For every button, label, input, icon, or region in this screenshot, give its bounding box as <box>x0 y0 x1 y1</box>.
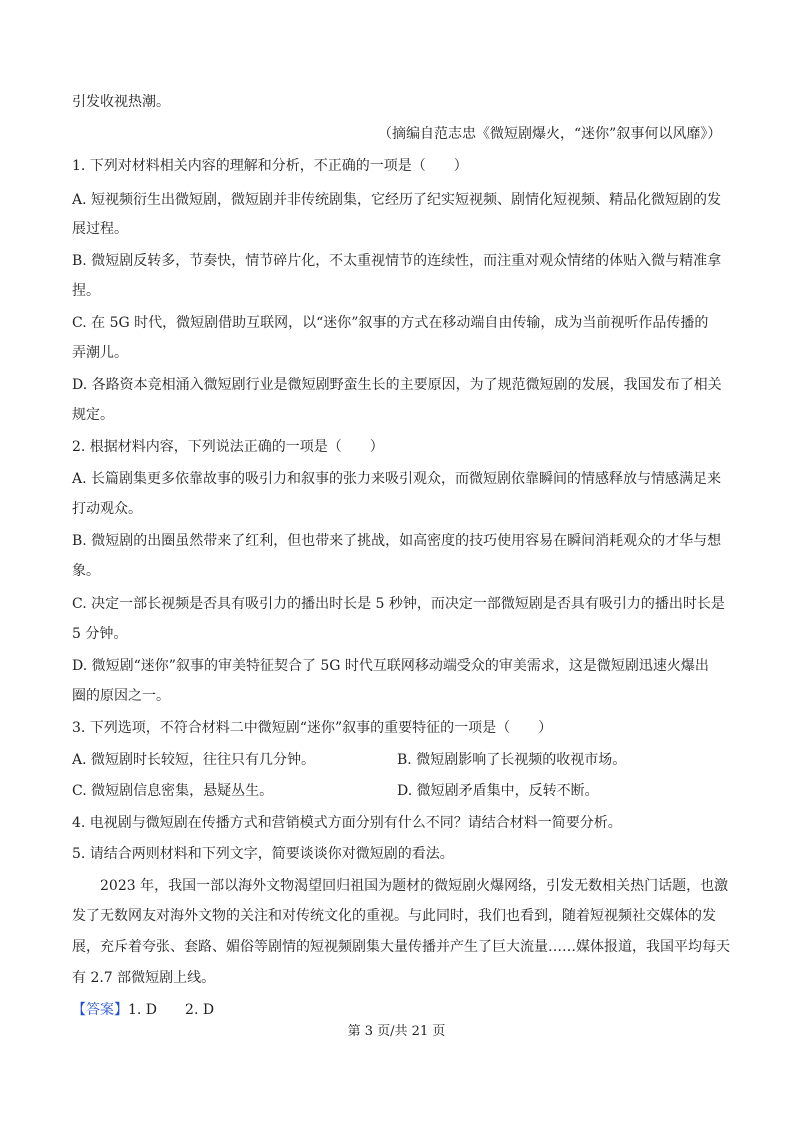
option-1d-cont: 规定。 <box>72 407 114 423</box>
option-2a-cont: 打动观众。 <box>72 501 142 517</box>
passage-line: 发了无数网友对海外文物的关注和对传统文化的重视。与此同时，我们也看到，随着短视频社交媒体的发 <box>72 908 716 924</box>
passage-line: 展，充斥着夸张、套路、媚俗等剧情的短视频剧集大量传播并产生了巨大流量……媒体报道，我国平均每天 <box>72 939 730 955</box>
option-2d: D. 微短剧“迷你”叙事的审美特征契合了 5G 时代互联网移动端受众的审美需求，这是微短剧迅速火爆出 <box>72 658 709 674</box>
option-1a: A. 短视频衍生出微短剧，微短剧并非传统剧集，它经历了纪实短视频、剧情化短视频、精品化微短剧的发 <box>72 192 722 208</box>
option-1b-cont: 捏。 <box>72 283 100 299</box>
option-1b: B. 微短剧反转多，节奏快，情节碎片化，不太重视情节的连续性，而注重对观众情绪的体贴入微与精准拿 <box>72 253 722 269</box>
option-2a: A. 长篇剧集更多依靠故事的吸引力和叙事的张力来吸引观众，而微短剧依靠瞬间的情感释放与情感满足来 <box>72 471 722 487</box>
page-footer: 第 3 页/共 21 页 <box>347 1024 446 1039</box>
answer-text: 1. D 2. D <box>128 1002 215 1018</box>
option-3d: D. 微短剧矛盾集中，反转不断。 <box>397 783 599 799</box>
option-3a: A. 微短剧时长较短，往往只有几分钟。 <box>72 752 316 768</box>
question-2: 2. 根据材料内容，下列说法正确的一项是（ ） <box>72 439 384 455</box>
option-1c: C. 在 5G 时代，微短剧借助互联网，以“迷你”叙事的方式在移动端自由传输，成为当前视听作品传播的 <box>72 315 709 331</box>
question-1: 1. 下列对材料相关内容的理解和分析，不正确的一项是（ ） <box>72 158 468 174</box>
answer-line <box>72 1000 214 1020</box>
option-1c-cont: 弄潮儿。 <box>72 345 128 361</box>
question-5: 5. 请结合两则材料和下列文字，简要谈谈你对微短剧的看法。 <box>72 846 454 862</box>
option-1d: D. 各路资本竞相涌入微短剧行业是微短剧野蛮生长的主要原因，为了规范微短剧的发展，我国发布了相关 <box>72 377 722 393</box>
text-line: 引发收视热潮。 <box>72 94 170 110</box>
source-citation: （摘编自范志忠《微短剧爆火，“迷你”叙事何以风靡》） <box>378 126 722 142</box>
option-1a-cont: 展过程。 <box>72 221 128 237</box>
passage-line: 2023 年，我国一部以海外文物渴望回归祖国为题材的微短剧火爆网络，引发无数相关热门话题，也激 <box>100 878 729 894</box>
passage-line: 有 2.7 部微短剧上线。 <box>72 970 216 986</box>
option-2c: C. 决定一部长视频是否具有吸引力的播出时长是 5 秒钟，而决定一部微短剧是否具有吸引力的播出时长是 <box>72 596 725 612</box>
option-2d-cont: 圈的原因之一。 <box>72 688 170 704</box>
question-4: 4. 电视剧与微短剧在传播方式和营销模式方面分别有什么不同？请结合材料一简要分析。 <box>72 815 622 831</box>
option-2c-cont: 5 分钟。 <box>72 626 128 642</box>
answer-label: 【答案】 <box>72 1002 128 1018</box>
question-3: 3. 下列选项，不符合材料二中微短剧“迷你”叙事的重要特征的一项是（ ） <box>72 720 553 736</box>
option-2b: B. 微短剧的出圈虽然带来了红利，但也带来了挑战，如高密度的技巧使用容易在瞬间消耗观众的才华与想 <box>72 533 722 549</box>
option-3b: B. 微短剧影响了长视频的收视市场。 <box>397 752 627 768</box>
option-3c: C. 微短剧信息密集，悬疑丛生。 <box>72 783 274 799</box>
option-2b-cont: 象。 <box>72 563 100 579</box>
